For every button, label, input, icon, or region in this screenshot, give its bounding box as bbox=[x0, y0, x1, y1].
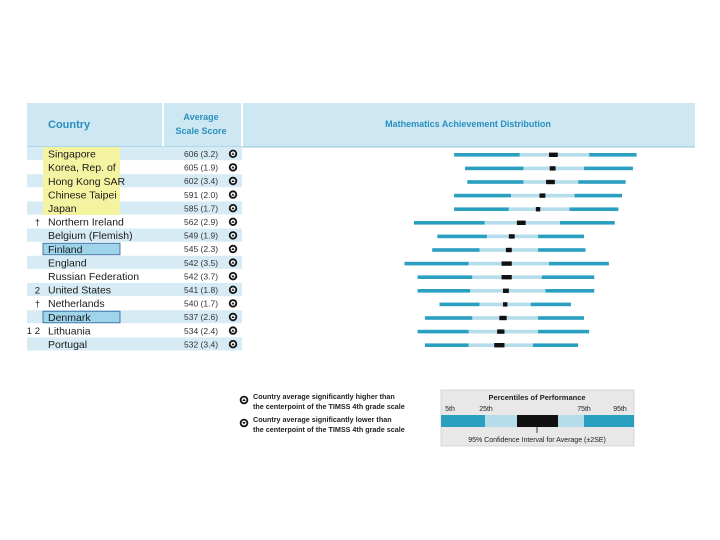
table-row bbox=[35, 298, 571, 310]
bar-75th-95th bbox=[584, 167, 633, 171]
legend-bar-5-25 bbox=[441, 415, 485, 427]
country-name: Portugal bbox=[48, 339, 88, 351]
bar-75th-95th bbox=[538, 316, 584, 320]
country-name: Chinese Taipei bbox=[48, 189, 117, 202]
bar-5th-25th bbox=[437, 235, 487, 239]
row-footnote: 2 bbox=[34, 285, 40, 297]
country-name: Russian Federation bbox=[48, 271, 140, 283]
ci-marker bbox=[536, 207, 540, 211]
bar-5th-25th bbox=[454, 207, 509, 211]
average-score: 537 (2.6) bbox=[184, 312, 219, 323]
bar-5th-25th bbox=[418, 275, 473, 279]
country-name: United States bbox=[48, 284, 112, 297]
bar-75th-95th bbox=[538, 330, 589, 334]
country-name: Japan bbox=[48, 203, 77, 215]
table-row bbox=[48, 162, 633, 174]
table-row bbox=[35, 217, 615, 229]
header-band bbox=[27, 103, 695, 147]
ci-marker bbox=[506, 248, 512, 252]
bar-75th-95th bbox=[538, 235, 584, 239]
percentile-label-25th: 25th bbox=[479, 406, 493, 413]
bar-75th-95th bbox=[542, 275, 595, 279]
average-score: 540 (1.7) bbox=[184, 298, 219, 309]
ci-marker bbox=[502, 275, 512, 279]
ci-marker bbox=[497, 329, 504, 333]
ci-marker bbox=[509, 234, 515, 238]
row-footnote: † bbox=[34, 298, 40, 310]
bar-5th-25th bbox=[465, 167, 523, 171]
average-score: 549 (1.9) bbox=[184, 230, 219, 241]
ci-marker bbox=[550, 166, 556, 170]
bar-75th-95th bbox=[578, 180, 625, 184]
bar-75th-95th bbox=[569, 207, 618, 211]
bar-75th-95th bbox=[538, 248, 585, 252]
percentiles-title: Percentiles of Performance bbox=[488, 393, 586, 402]
bar-75th-95th bbox=[549, 262, 609, 266]
bar-5th-25th bbox=[425, 343, 469, 347]
bar-5th-25th bbox=[418, 330, 469, 334]
bar-75th-95th bbox=[575, 194, 622, 198]
bar-75th-95th bbox=[531, 303, 571, 307]
table-row bbox=[48, 230, 584, 242]
ci-marker bbox=[499, 316, 506, 320]
header-distribution: Mathematics Achievement Distribution bbox=[385, 119, 551, 129]
higher-legend-line2: the centerpoint of the TIMSS 4th grade scale bbox=[253, 402, 405, 411]
bar-75th-95th bbox=[589, 153, 636, 157]
table-row bbox=[48, 244, 586, 256]
percentile-label-95th: 95th bbox=[613, 406, 627, 413]
ci-caption: 95% Confidence Interval for Average (±2SE) bbox=[468, 437, 606, 444]
bar-5th-25th bbox=[414, 221, 485, 225]
significance-legend bbox=[241, 392, 405, 434]
country-name: England bbox=[48, 257, 87, 270]
percentile-label-5th: 5th bbox=[445, 406, 455, 413]
bar-5th-25th bbox=[440, 303, 480, 307]
row-footnote: 1 2 bbox=[26, 326, 40, 338]
country-name: Northern Ireland bbox=[48, 216, 124, 229]
bar-5th-25th bbox=[425, 316, 472, 320]
ci-marker bbox=[540, 193, 546, 197]
average-score: 605 (1.9) bbox=[184, 162, 219, 173]
lower-legend-line2: the centerpoint of the TIMSS 4th grade scale bbox=[253, 425, 405, 434]
bar-5th-25th bbox=[467, 180, 523, 184]
ci-marker bbox=[546, 180, 555, 184]
higher-legend-line1: Country average significantly higher than bbox=[253, 392, 395, 401]
average-score: 545 (2.3) bbox=[184, 244, 219, 255]
country-name: Hong Kong SAR bbox=[48, 175, 126, 188]
bar-5th-25th bbox=[418, 289, 471, 293]
header-average-line1: Average bbox=[183, 112, 219, 122]
bar-5th-25th bbox=[454, 194, 511, 198]
row-footnote: † bbox=[34, 217, 40, 229]
bar-75th-95th bbox=[545, 289, 594, 293]
country-name: Netherlands bbox=[48, 298, 105, 311]
country-name: Korea, Rep. of bbox=[48, 162, 116, 175]
ci-marker bbox=[517, 221, 526, 225]
country-name: Finland bbox=[48, 243, 83, 256]
average-score: 542 (3.7) bbox=[184, 271, 219, 282]
country-name: Belgium (Flemish) bbox=[48, 230, 133, 243]
bar-75th-95th bbox=[533, 343, 578, 347]
average-score: 602 (3.4) bbox=[184, 176, 219, 187]
average-score: 591 (2.0) bbox=[184, 189, 219, 200]
lower-legend-line1: Country average significantly lower than bbox=[253, 415, 392, 424]
table-row bbox=[48, 271, 594, 283]
average-score: 541 (1.8) bbox=[184, 285, 219, 295]
header-country: Country bbox=[48, 119, 91, 131]
average-score: 542 (3.5) bbox=[184, 257, 219, 268]
bar-5th-25th bbox=[454, 153, 520, 157]
ci-marker bbox=[494, 343, 504, 347]
header-average-line2: Scale Score bbox=[175, 126, 227, 136]
average-score: 532 (3.4) bbox=[184, 339, 219, 350]
ci-marker bbox=[502, 261, 512, 265]
bar-5th-25th bbox=[432, 248, 479, 252]
legend-ci-box bbox=[517, 415, 558, 427]
ci-marker bbox=[549, 153, 558, 157]
bar-75th-95th bbox=[560, 221, 615, 225]
average-score: 562 (2.9) bbox=[184, 217, 219, 227]
average-score: 585 (1.7) bbox=[184, 203, 219, 214]
ci-marker bbox=[503, 289, 509, 293]
country-name: Lithuania bbox=[48, 325, 91, 338]
bar-5th-25th bbox=[404, 262, 468, 266]
table-row bbox=[27, 325, 589, 337]
country-name: Denmark bbox=[48, 311, 91, 324]
table-row bbox=[48, 189, 622, 201]
ci-marker bbox=[503, 302, 507, 306]
average-score: 534 (2.4) bbox=[184, 325, 219, 336]
average-score: 606 (3.2) bbox=[184, 149, 219, 159]
percentile-legend bbox=[441, 390, 634, 446]
legend-bar-75-95 bbox=[584, 415, 634, 427]
country-name: Singapore bbox=[48, 148, 96, 161]
percentile-label-75th: 75th bbox=[577, 406, 591, 413]
